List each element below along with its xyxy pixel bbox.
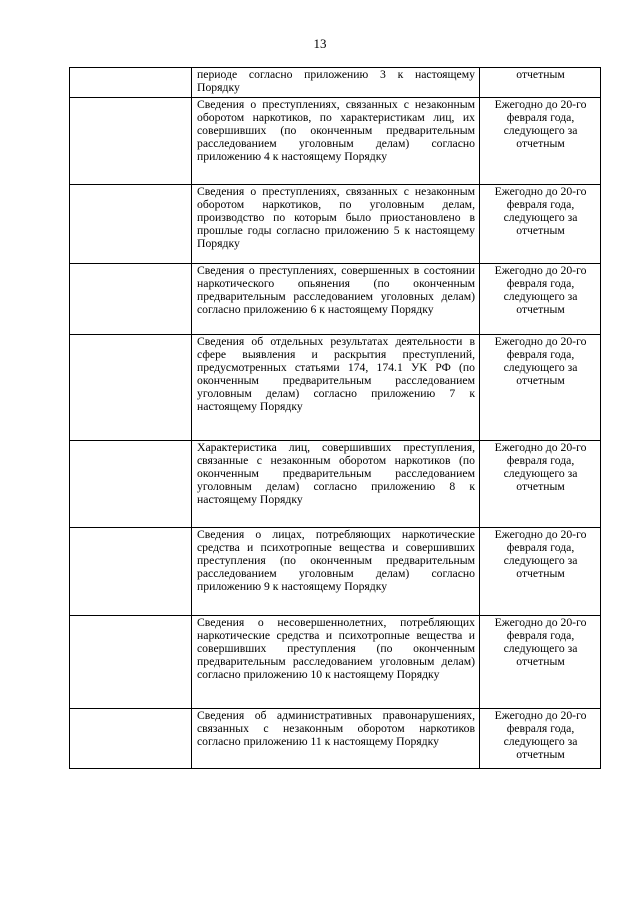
table-cell-empty: [70, 709, 192, 769]
report-description-cell: [192, 264, 480, 335]
deadline-text: Ежегодно до 20-го февраля года, следующего за отчетным: [494, 185, 587, 237]
report-description-cell: [192, 98, 480, 185]
report-description: Сведения о преступлениях, связанных с незаконным оборотом наркотиков, по характеристикам лиц, их совершивших (по оконченным предварительным расследованием уголовным делам) согласно приложению 4 к настоящему Порядку: [197, 98, 475, 163]
report-description: Сведения об административных правонарушениях, связанных с незаконным оборотом наркотиков согласно приложению 11 к настоящему Порядку: [197, 709, 475, 748]
deadline-text: Ежегодно до 20-го февраля года, следующего за отчетным: [494, 98, 587, 150]
report-description: Сведения о лицах, потребляющих наркотические средства и психотропные вещества и совершивших преступления (по оконченным предварительным расследованием уголовным делам) согласно приложению 9 к настоящему Порядку: [197, 528, 475, 593]
deadline-text: Ежегодно до 20-го февраля года, следующего за отчетным: [494, 264, 587, 316]
report-description-cell: [192, 616, 480, 709]
table-cell-empty: [70, 528, 192, 616]
report-description: Сведения о несовершеннолетних, потребляющих наркотические средства и психотропные вещества и совершивших преступления (по оконченным предварительным расследованием уголовным делам) согласно приложению 10 к настоящему Порядку: [197, 616, 475, 681]
deadline-text: отчетным: [516, 68, 565, 81]
table-row: [70, 709, 601, 769]
deadline-cell: [480, 185, 601, 264]
table-row: [70, 441, 601, 528]
deadline-cell: [480, 68, 601, 98]
reporting-schedule-table: [69, 67, 601, 769]
table-cell-empty: [70, 335, 192, 441]
report-description-cell: [192, 441, 480, 528]
report-description-cell: [192, 709, 480, 769]
deadline-cell: [480, 709, 601, 769]
table-cell-empty: [70, 98, 192, 185]
table-row: [70, 98, 601, 185]
deadline-text: Ежегодно до 20-го февраля года, следующего за отчетным: [494, 441, 587, 493]
deadline-text: Ежегодно до 20-го февраля года, следующего за отчетным: [494, 335, 587, 387]
deadline-cell: [480, 335, 601, 441]
deadline-cell: [480, 441, 601, 528]
report-description-cell: [192, 528, 480, 616]
deadline-text: Ежегодно до 20-го февраля года, следующего за отчетным: [494, 528, 587, 580]
table-cell-empty: [70, 441, 192, 528]
report-description: периоде согласно приложению 3 к настоящему Порядку: [197, 68, 475, 94]
table-row: [70, 335, 601, 441]
table-cell-empty: [70, 264, 192, 335]
deadline-cell: [480, 528, 601, 616]
report-description: Сведения о преступлениях, связанных с незаконным оборотом наркотиков, по уголовным делам, производство по которым было приостановлено в прошлые годы согласно приложению 5 к настоящему Порядку: [197, 185, 475, 250]
deadline-cell: [480, 98, 601, 185]
deadline-text: Ежегодно до 20-го февраля года, следующего за отчетным: [494, 616, 587, 668]
report-description: Характеристика лиц, совершивших преступления, связанные с незаконным оборотом наркотиков (по оконченным предварительным расследованием уголовным делам) согласно приложению 8 к настоящему Порядку: [197, 441, 475, 506]
report-description-cell: [192, 68, 480, 98]
report-description: Сведения о преступлениях, совершенных в состоянии наркотического опьянения (по оконченным предварительным расследованием уголовных делам) согласно приложению 6 к настоящему Порядку: [197, 264, 475, 316]
table-cell-empty: [70, 68, 192, 98]
deadline-text: Ежегодно до 20-го февраля года, следующего за отчетным: [494, 709, 587, 761]
table-row: [70, 528, 601, 616]
deadline-cell: [480, 264, 601, 335]
table-row: [70, 264, 601, 335]
table-row: [70, 68, 601, 98]
table-cell-empty: [70, 185, 192, 264]
report-description-cell: [192, 185, 480, 264]
report-description-cell: [192, 335, 480, 441]
table-row: [70, 185, 601, 264]
report-description: Сведения об отдельных результатах деятельности в сфере выявления и раскрытия преступлений, предусмотренных статьями 174, 174.1 УК РФ (по оконченным предварительным расследованием уголовным делам) согласно приложению 7 к настоящему Порядку: [197, 335, 475, 413]
deadline-cell: [480, 616, 601, 709]
table-cell-empty: [70, 616, 192, 709]
table-row: [70, 616, 601, 709]
page-number: 13: [313, 36, 327, 51]
